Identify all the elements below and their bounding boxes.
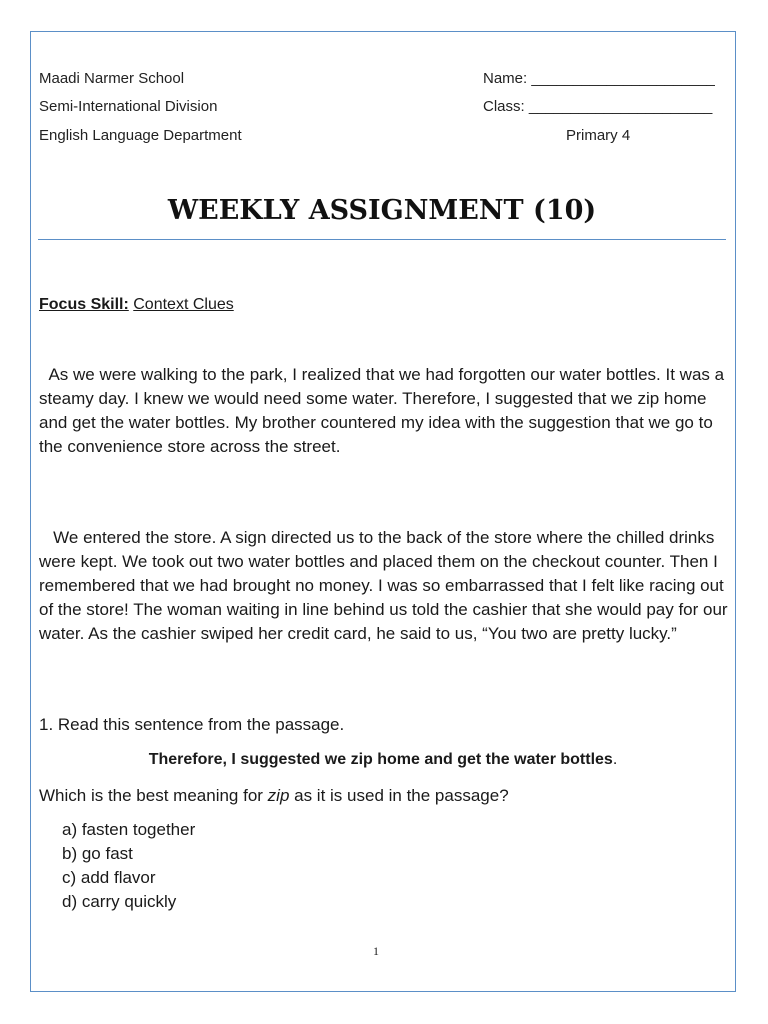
choice-b[interactable]: b) go fast [62,844,133,863]
choice-a[interactable]: a) fasten together [62,820,196,839]
question-quote: Therefore, I suggested we zip home and get the water bottles. [148,751,618,768]
question-ask: Which is the best meaning for zip as it is used in the passage? [39,786,509,805]
department-name: English Language Department [39,127,242,144]
division-name: Semi-International Division [39,98,218,115]
question-prompt: 1. Read this sentence from the passage. [39,715,345,734]
name-field[interactable]: Name: ______________________ [483,70,715,87]
choice-c[interactable]: c) add flavor [62,868,156,887]
grade-label: Primary 4 [566,127,631,144]
focus-skill-label: Focus Skill: [39,296,129,313]
class-field[interactable]: Class: ______________________ [483,98,713,115]
school-name: Maadi Narmer School [39,70,185,87]
page-title: WEEKLY ASSIGNMENT (10) [167,195,597,226]
title-divider [38,239,726,240]
passage-paragraph-1: As we were walking to the park, I realized that we had forgotten our water bottles. It was a steamy day. I knew we would need some water. Therefore, I suggested that we zip home and get the water bottles. My brother countered my idea with the suggestion that we go to the convenience store across the street. [39,365,725,456]
answer-choices [62,818,195,914]
passage-paragraph-2: We entered the store. A sign directed us to the back of the store where the chilled drinks were kept. We took out two water bottles and placed them on the checkout counter. Then I remembered that we had brought no money. I was so embarrassed that I felt like racing out of the store! The woman waiting in line behind us told the cashier that she would pay for our water. As the cashier swiped her credit card, he said to us, “You two are pretty lucky.” [39,528,728,643]
focus-skill [39,296,234,314]
focus-skill-value: Context Clues [133,296,234,313]
page-number: 1 [373,944,379,958]
choice-d[interactable]: d) carry quickly [62,892,177,911]
